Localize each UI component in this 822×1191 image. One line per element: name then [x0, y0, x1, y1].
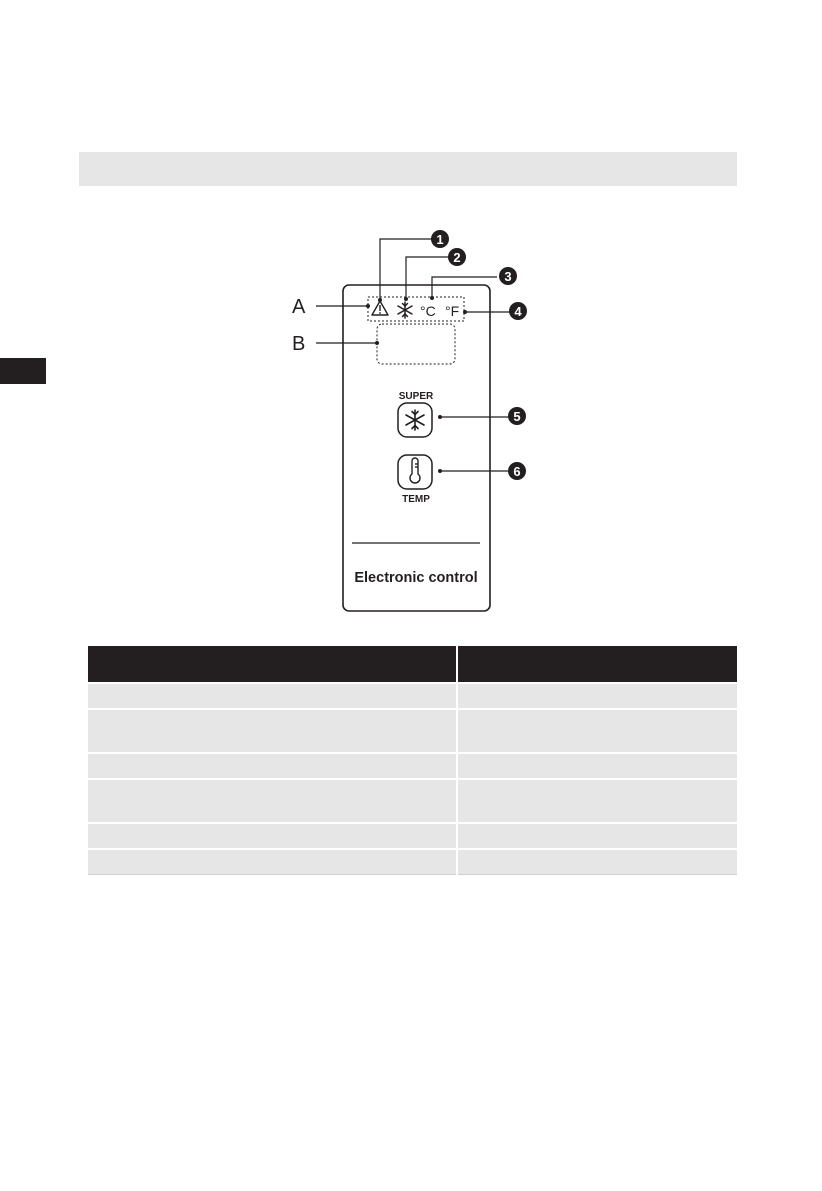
table-row — [88, 849, 737, 875]
callout-A: A — [292, 296, 306, 318]
table-cell — [457, 849, 737, 875]
callout-B: B — [292, 333, 306, 355]
callout-6-label: 6 — [513, 464, 521, 479]
celsius-indicator: °C — [420, 303, 436, 319]
callout-4-label: 4 — [514, 304, 522, 319]
callout-2 — [448, 248, 466, 266]
table-header-row — [88, 646, 737, 683]
table-header-cell — [457, 646, 737, 683]
table-row — [88, 709, 737, 753]
callout-3-label: 3 — [504, 269, 512, 284]
callout-1-label: 1 — [436, 232, 444, 247]
table-cell — [88, 753, 457, 779]
control-panel-outline — [343, 285, 490, 611]
leader-line-2 — [406, 257, 449, 299]
super-label: SUPER — [398, 391, 434, 402]
table-cell — [88, 849, 457, 875]
fahrenheit-indicator: °F — [445, 303, 460, 319]
table-cell — [88, 683, 457, 709]
table-header-cell — [88, 646, 457, 683]
callout-2-label: 2 — [453, 250, 461, 265]
digital-display — [377, 324, 455, 364]
warning-triangle-icon — [372, 301, 388, 315]
leader-line-3 — [432, 277, 497, 298]
callout-4 — [509, 302, 527, 320]
table-cell — [88, 709, 457, 753]
super-button[interactable] — [398, 403, 432, 437]
callout-5-label: 5 — [513, 409, 521, 424]
table-row — [88, 779, 737, 823]
function-table — [88, 646, 737, 875]
temp-button[interactable] — [398, 455, 432, 489]
table-row — [88, 753, 737, 779]
panel-footer-label: Electronic control — [354, 570, 478, 586]
callout-6 — [508, 462, 526, 480]
table-cell — [457, 683, 737, 709]
table-cell — [88, 823, 457, 849]
table-row — [88, 823, 737, 849]
callout-1 — [431, 230, 449, 248]
snowflake-indicator-icon — [398, 302, 412, 318]
table-cell — [457, 709, 737, 753]
temp-label: TEMP — [402, 494, 430, 505]
callout-3 — [499, 267, 517, 285]
table-cell — [88, 779, 457, 823]
table-cell — [457, 753, 737, 779]
table-row — [88, 683, 737, 709]
callout-5 — [508, 407, 526, 425]
table-cell — [457, 779, 737, 823]
table-cell — [457, 823, 737, 849]
